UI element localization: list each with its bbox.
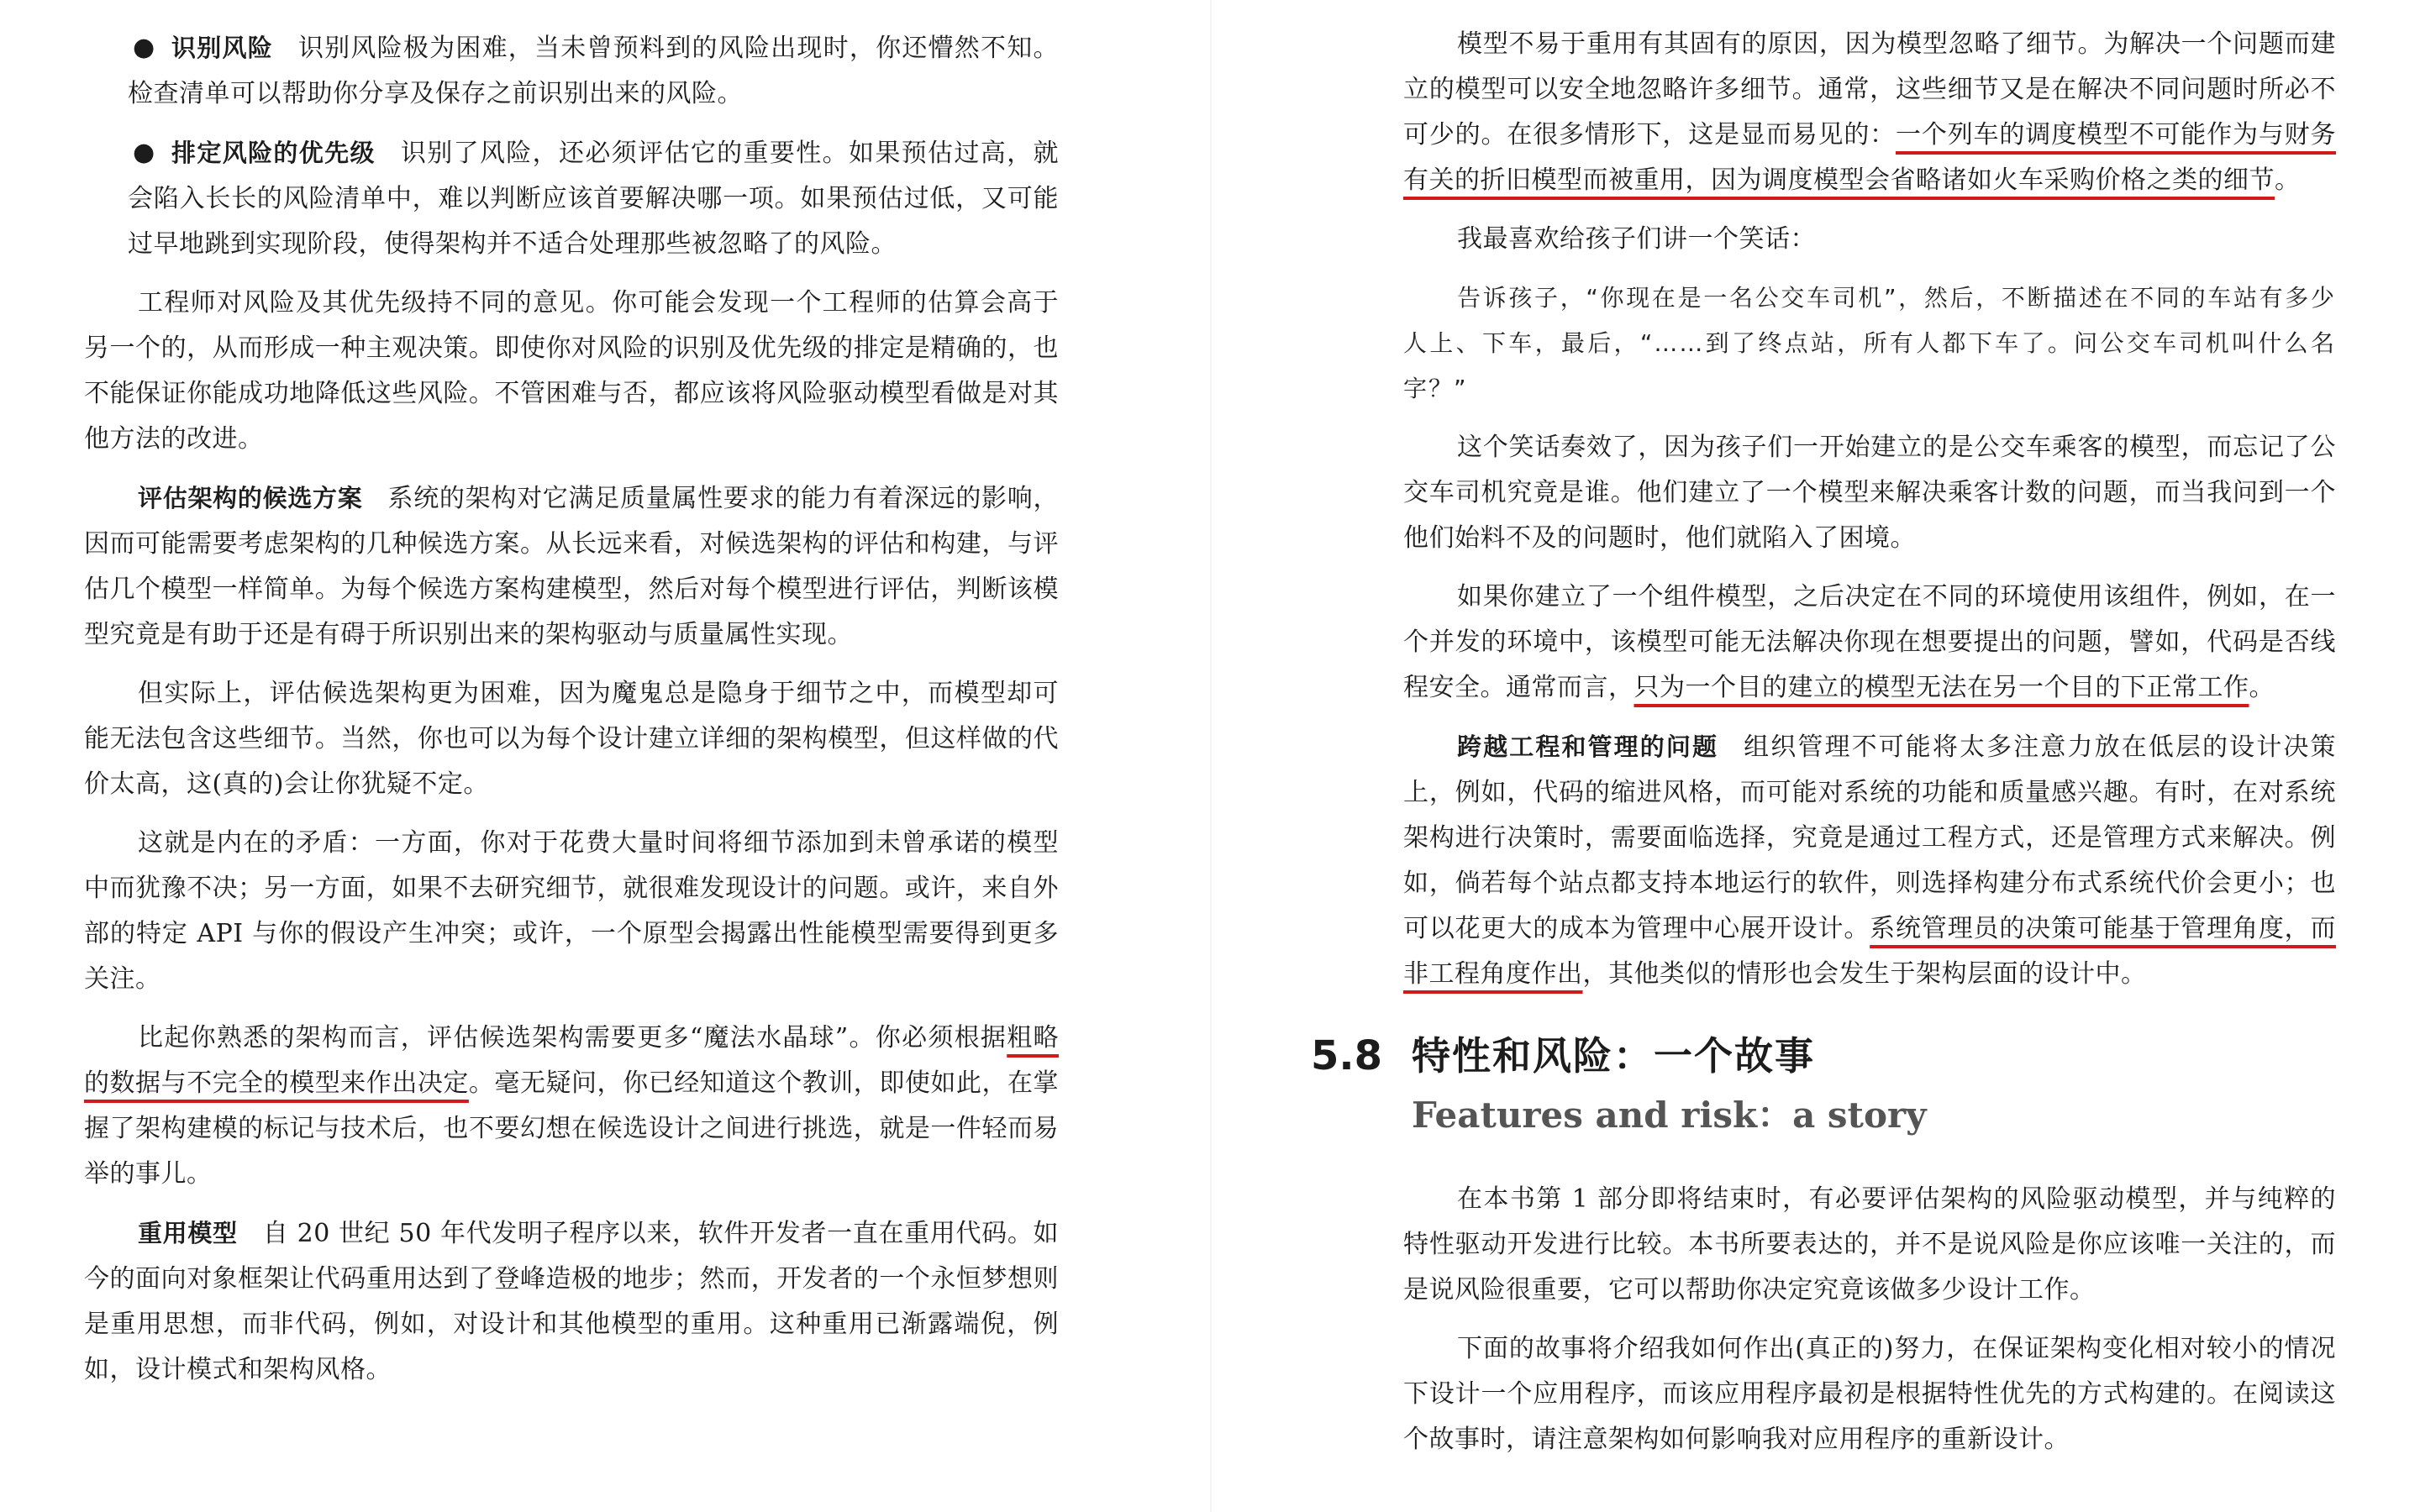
paragraph-bus-driver-joke: 告诉孩子，“你现在是一名公交车司机”，然后，不断描述在不同的车站有多少人上、下车，最后，“……到了终点站，所有人都下车了。问公交车司机叫什么名字？” bbox=[1403, 284, 2336, 402]
paragraph-evaluate-alternatives bbox=[84, 475, 1059, 658]
paragraph-component-model bbox=[1403, 575, 2336, 711]
section-heading bbox=[1311, 1026, 2336, 1081]
highlight-admin-decisions: 系统管理员的决策可能基于管理角度，而非工程角度作出 bbox=[1403, 914, 2336, 989]
text-component-end: 。 bbox=[2249, 673, 2275, 702]
paragraph-prioritize-risk bbox=[84, 130, 1059, 267]
text-crystal-ball-end: 。毫无疑问，你已经知道这个教训，即使如此，在掌握了架构建模的标记与技术后，也不要幻想在候选设计之间进行挑选，就是一件轻而易举的事儿。 bbox=[84, 1068, 1060, 1189]
paragraph-joke-explanation: 这个笑话奏效了，因为孩子们一开始建立的是公交车乘客的模型，而忘记了公交车司机究竟是谁。他们建立了一个模型来解决乘客计数的问题，而当我问到一个他们始料不及的问题时，他们就陷入了困境。 bbox=[1403, 433, 2336, 553]
text-model-reuse-start: 模型不易于重用有其固有的原因，因为模型忽略了细节。为解决一个问题而建立的模型可以安全地忽略许多细节。通常，这些细节又是在解决不同问题时所必不可少的。在很多情形下，这是显而易见的： bbox=[1403, 29, 2336, 150]
bullet-icon: ● bbox=[133, 33, 155, 62]
section-number: 5.8 bbox=[1311, 1032, 1383, 1079]
lead-prioritize-risk: 排定风险的优先级 bbox=[171, 139, 376, 167]
text-prioritize-risk: 识别了风险，还必须评估它的重要性。如果预估过高，就会陷入长长的风险清单中，难以判断应该首要解决哪一项。如果预估过低，又可能过早地跳到实现阶段，使得架构并不适合处理那些被忽略了的风险。 bbox=[128, 139, 1059, 259]
text-reuse-models: 自 20 世纪 50 年代发明子程序以来，软件开发者一直在重用代码。如今的面向对象框架让代码重用达到了登峰造极的地步；然而，开发者的一个永恒梦想则是重用思想，而非代码，例如，对设计和其他模型的重用。这种重用已渐露端倪，例如，设计模式和架构风格。 bbox=[84, 1219, 1059, 1384]
text-engineering-start: 组织管理不可能将太多注意力放在低层的设计决策上，例如，代码的缩进风格，而可能对系统的功能和质量感兴趣。有时，在对系统架构进行决策时，需要面临选择，究竟是通过工程方式，还是管理方式来解决。例如，倘若每个站点都支持本地运行的软件，则选择构建分布式系统代价会更小；也可以花更大的成本为管理中心展开设计。 bbox=[1403, 732, 2336, 943]
text-model-reuse-end: 。 bbox=[2275, 165, 2301, 195]
right-page bbox=[1210, 0, 2420, 1512]
bullet-icon: ● bbox=[133, 138, 155, 167]
lead-reuse-models: 重用模型 bbox=[138, 1219, 238, 1247]
text-identify-risk: 识别风险极为困难，当未曾预料到的风险出现时，你还懵然不知。检查清单可以帮助你分享及保存之前识别出来的风险。 bbox=[128, 34, 1059, 108]
paragraph-crystal-ball bbox=[84, 1016, 1059, 1197]
highlight-train-schedule: 一个列车的调度模型不可能作为与财务有关的折旧模型而被重用，因为调度模型会省略诸如火车采购价格之类的细节 bbox=[1403, 120, 2337, 195]
paragraph-part-one-ending: 在本书第 1 部分即将结束时，有必要评估架构的风险驱动模型，并与纯粹的特性驱动开发进行比较。本书所要表达的，并不是说风险是你应该唯一关注的，而是说风险很重要，它可以帮助你决定究竟该做多少设计工作。 bbox=[1403, 1184, 2336, 1305]
paragraph-story-intro: 下面的故事将介绍我如何作出(真正的)努力，在保证架构变化相对较小的情况下设计一个应用程序，而该应用程序最初是根据特性优先的方式构建的。在阅读这个故事时，请注意架构如何影响我对应用程序的重新设计。 bbox=[1403, 1334, 2336, 1454]
paragraph-model-reuse-reasons bbox=[1403, 22, 2336, 203]
highlight-single-purpose: 只为一个目的建立的模型无法在另一个目的下正常工作 bbox=[1634, 673, 2249, 702]
section-title: 特性和风险：一个故事 bbox=[1412, 1033, 1815, 1079]
paragraph-identify-risk bbox=[84, 25, 1059, 117]
paragraph-inherent-tension: 这就是内在的矛盾：一方面，你对于花费大量时间将细节添加到未曾承诺的模型中而犹豫不决；另一方面，如果不去研究细节，就很难发现设计的问题。或许，来自外部的特定 API 与你的假设产生冲突；或许，一个原型会揭露出性能模型需要得到更多关注。 bbox=[84, 828, 1059, 994]
paragraph-engineer-opinions: 工程师对风险及其优先级持不同的意见。你可能会发现一个工程师的估算会高于另一个的，从而形成一种主观决策。即使你对风险的识别及优先级的排定是精确的，也不能保证你能成功地降低这些风险。不管困难与否，都应该将风险驱动模型看做是对其他方法的改进。 bbox=[84, 288, 1059, 454]
paragraph-engineering-management bbox=[1403, 724, 2336, 997]
text-evaluate-alternatives: 系统的架构对它满足质量属性要求的能力有着深远的影响，因而可能需要考虑架构的几种候选方案。从长远来看，对候选架构的评估和构建，与评估几个模型一样简单。为每个候选方案构建模型，然后对每个模型进行评估，判断该模型究竟是有助于还是有碍于所识别出来的架构驱动与质量属性实现。 bbox=[84, 484, 1059, 649]
text-crystal-ball-start: 比起你熟悉的架构而言，评估候选架构需要更多“魔法水晶球”。你必须根据 bbox=[138, 1023, 1007, 1053]
text-engineering-end: ，其他类似的情形也会发生于架构层面的设计中。 bbox=[1582, 959, 2147, 989]
paragraph-joke-intro: 我最喜欢给孩子们讲一个笑话： bbox=[1457, 224, 1816, 254]
section-subtitle: Features and risk：a story bbox=[1412, 1095, 1927, 1136]
text-component-start: 如果你建立了一个组件模型，之后决定在不同的环境使用该组件，例如，在一个并发的环境中，该模型可能无法解决你现在想要提出的问题，譬如，代码是否线程安全。通常而言， bbox=[1403, 582, 2336, 702]
highlight-rough-data: 粗略的数据与不完全的模型来作出决定 bbox=[84, 1023, 1059, 1098]
paragraph-devil-in-details: 但实际上，评估候选架构更为困难，因为魔鬼总是隐身于细节之中，而模型却可能无法包含这些细节。当然，你也可以为每个设计建立详细的架构模型，但这样做的代价太高，这(真的)会让你犹疑不定。 bbox=[84, 679, 1059, 799]
lead-identify-risk: 识别风险 bbox=[171, 34, 273, 62]
lead-evaluate-alternatives: 评估架构的候选方案 bbox=[138, 484, 363, 512]
paragraph-reuse-models bbox=[84, 1210, 1059, 1393]
lead-engineering-management: 跨越工程和管理的问题 bbox=[1457, 732, 1719, 761]
